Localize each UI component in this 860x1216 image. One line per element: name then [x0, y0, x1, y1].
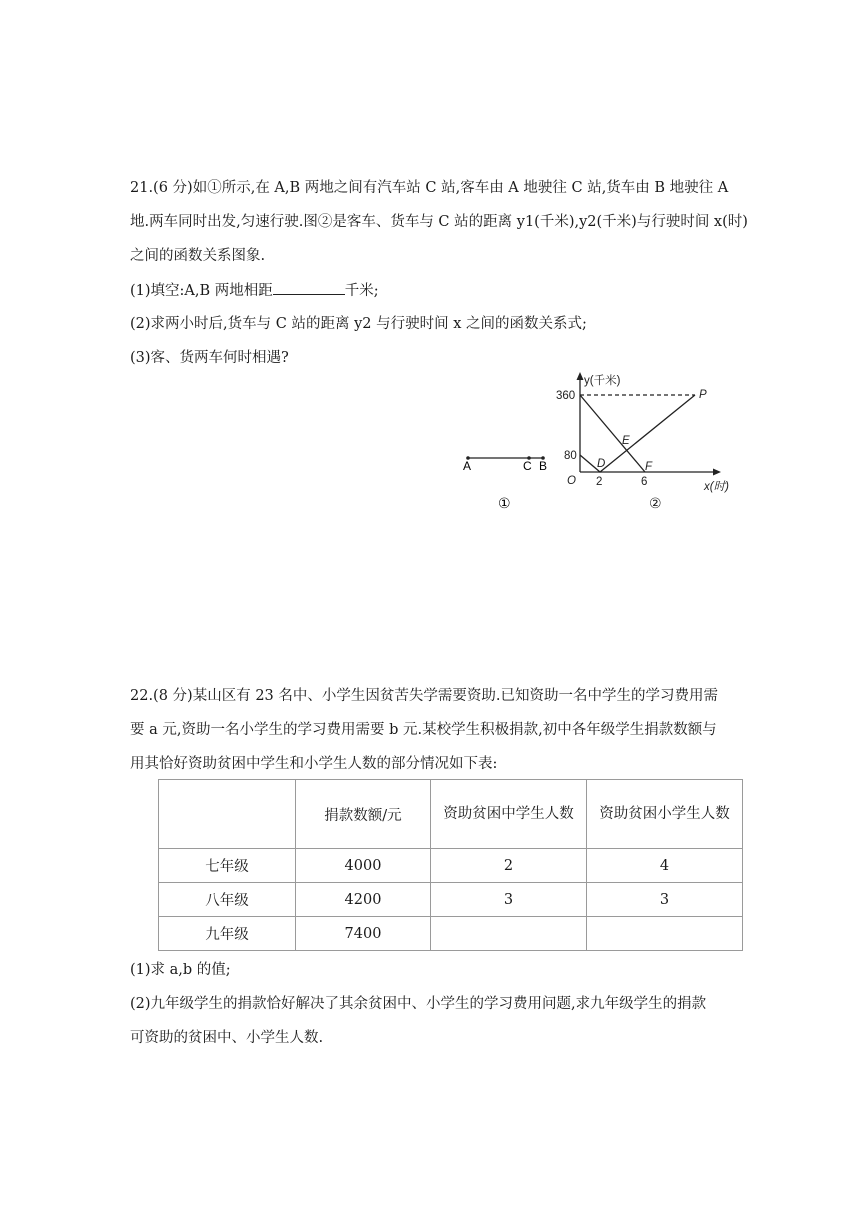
q22-line-2: 要 a 元,资助一名小学生的学习费用需要 b 元.某校学生积极捐款,初中各年级学生捐款数额与	[130, 722, 717, 738]
table-header-row	[159, 780, 743, 849]
figure-1	[463, 456, 547, 511]
table-cell: 七年级	[159, 849, 296, 883]
table-cell	[431, 917, 587, 951]
table-cell: 7400	[296, 917, 431, 951]
point-f-label: F	[645, 461, 653, 473]
label-c: C	[523, 459, 532, 473]
table-row	[159, 883, 743, 917]
table-cell: 3	[431, 883, 587, 917]
table-header-cell	[159, 780, 296, 849]
figure-1-caption: ①	[498, 495, 511, 511]
y-axis-label: y(千米)	[584, 375, 621, 387]
table-cell: 4000	[296, 849, 431, 883]
x-axis-arrow	[713, 469, 721, 476]
table-cell: 八年级	[159, 883, 296, 917]
y-axis-arrow	[577, 372, 584, 380]
table-cell: 2	[431, 849, 587, 883]
y-tick-80: 80	[564, 450, 577, 462]
q22-line-1: 22.(8 分)某山区有 23 名中、小学生因贫苦失学需要资助.已知资助一名中学生的学习费用需	[130, 688, 718, 704]
figure-2-labels	[556, 373, 729, 511]
q21-part-3: (3)客、货两车何时相遇?	[130, 350, 289, 366]
q22-part-1: (1)求 a,b 的值;	[130, 962, 231, 978]
q21-line-3: 之间的函数关系图象.	[130, 248, 266, 264]
table-cell: 九年级	[159, 917, 296, 951]
table-cell: 4200	[296, 883, 431, 917]
label-a: A	[463, 459, 472, 473]
origin-label: O	[567, 475, 576, 487]
figure-2-caption: ②	[649, 495, 662, 511]
table-header-cell: 资助贫困中学生人数	[431, 780, 587, 849]
x-tick-6: 6	[641, 476, 648, 488]
label-b: B	[539, 459, 548, 473]
q21-line-2: 地.两车同时出发,匀速行驶.图②是客车、货车与 C 站的距离 y1(千米),y2(千米)与行驶时间 x(时)	[130, 214, 748, 230]
q21-part-1-prefix: (1)填空:A,B 两地相距	[130, 283, 273, 299]
y-tick-360: 360	[556, 390, 576, 402]
table-row	[159, 917, 743, 951]
q22-part-2-line-1: (2)九年级学生的捐款恰好解决了其余贫困中、小学生的学习费用问题,求九年级学生的捐款	[130, 996, 707, 1012]
table-cell: 3	[587, 883, 743, 917]
point-e-label: E	[622, 435, 630, 447]
q22-line-3: 用其恰好资助贫困中学生和小学生人数的部分情况如下表:	[130, 756, 498, 772]
q21-part-2: (2)求两小时后,货车与 C 站的距离 y2 与行驶时间 x 之间的函数关系式;	[130, 316, 587, 332]
table-cell	[587, 917, 743, 951]
table-header-cell: 捐款数额/元	[296, 780, 431, 849]
x-tick-2: 2	[596, 476, 603, 488]
line-y1-passenger	[580, 395, 645, 472]
figures	[0, 0, 860, 560]
q21-part-1-suffix: 千米;	[344, 283, 379, 299]
x-axis-label: x(时)	[704, 481, 729, 493]
q21-line-1: 21.(6 分)如①所示,在 A,B 两地之间有汽车站 C 站,客车由 A 地驶往 C 站,货车由 B 地驶往 A	[130, 180, 729, 196]
donation-table	[158, 779, 743, 951]
point-d-label: D	[597, 458, 606, 470]
table-cell: 4	[587, 849, 743, 883]
table-header-cell: 资助贫困小学生人数	[587, 780, 743, 849]
point-p-label: P	[699, 389, 707, 401]
table-row	[159, 849, 743, 883]
q22-part-2-line-2: 可资助的贫困中、小学生人数.	[130, 1030, 324, 1046]
